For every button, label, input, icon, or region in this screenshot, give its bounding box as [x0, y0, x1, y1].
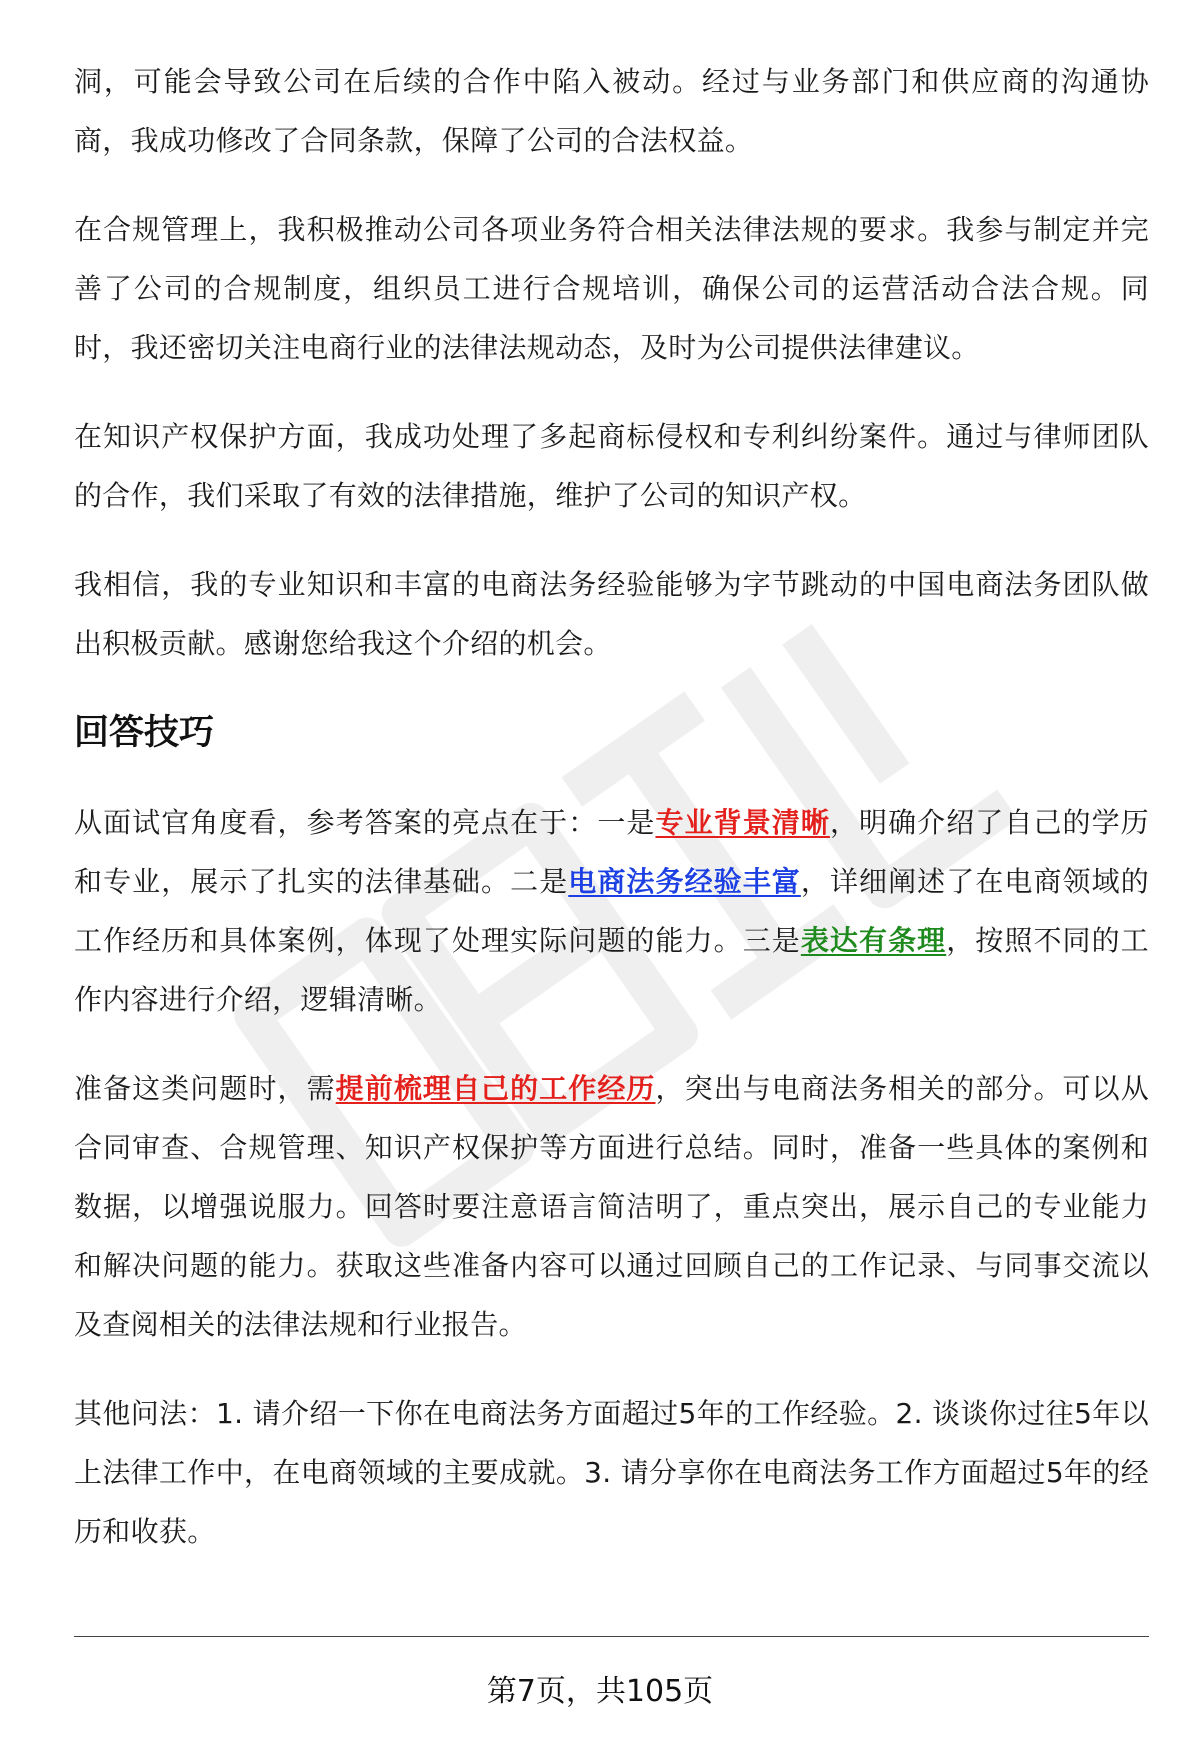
highlight-sort-work-experience: 提前梳理自己的工作经历 — [335, 1072, 656, 1105]
document-body — [74, 52, 1149, 1591]
paragraph-closing: 我相信，我的专业知识和丰富的电商法务经验能够为字节跳动的中国电商法务团队做出积极贡献。感谢您给我这个介绍的机会。 — [74, 568, 1149, 660]
text-segment: ，详细阐述了在电商领域的工作经历和具体案例，体现了处理实际问题的能力。三是 — [74, 865, 1149, 957]
footer-divider — [74, 1636, 1149, 1637]
text-segment: ，明确介绍了自己的学历和专业，展示了扎实的法律基础。二是 — [74, 806, 1149, 898]
highlight-ecommerce-experience: 电商法务经验丰富 — [568, 865, 801, 898]
paragraph-interviewer-view — [74, 793, 1149, 1029]
highlight-organized-expression: 表达有条理 — [800, 924, 947, 957]
text-segment: 准备这类问题时，需 — [74, 1072, 336, 1105]
paragraph-compliance: 在合规管理上，我积极推动公司各项业务符合相关法律法规的要求。我参与制定并完善了公司的合规制度，组织员工进行合规培训，确保公司的运营活动合法合规。同时，我还密切关注电商行业的法律法规动态，及时为公司提供法律建议。 — [74, 213, 1149, 364]
highlight-professional-background: 专业背景清晰 — [655, 806, 830, 839]
text-segment: ，突出与电商法务相关的部分。可以从合同审查、合规管理、知识产权保护等方面进行总结。同时，准备一些具体的案例和数据，以增强说服力。回答时要注意语言简洁明了，重点突出，展示自己的专业能力和解决问题的能力。获取这些准备内容可以通过回顾自己的工作记录、与同事交流以及查阅相关的法律法规和行业报告。 — [74, 1072, 1149, 1341]
section-heading-answer-tips: 回答技巧 — [74, 713, 215, 753]
page-number: 第7页，共105页 — [486, 1674, 714, 1709]
paragraph-ip-protection: 在知识产权保护方面，我成功处理了多起商标侵权和专利纠纷案件。通过与律师团队的合作，我们采取了有效的法律措施，维护了公司的知识产权。 — [74, 420, 1149, 512]
paragraph-other-questions: 其他问法：1. 请介绍一下你在电商法务方面超过5年的工作经验。2. 谈谈你过往5年以上法律工作中，在电商领域的主要成就。3. 请分享你在电商法务工作方面超过5年的经历和收获。 — [74, 1397, 1149, 1548]
text-segment: ，按照不同的工作内容进行介绍，逻辑清晰。 — [74, 924, 1149, 1016]
text-segment: 从面试官角度看，参考答案的亮点在于：一是 — [74, 806, 656, 839]
paragraph-preparation — [74, 1059, 1149, 1354]
paragraph-contract-review-end: 洞，可能会导致公司在后续的合作中陷入被动。经过与业务部门和供应商的沟通协商，我成功修改了合同条款，保障了公司的合法权益。 — [74, 65, 1149, 157]
